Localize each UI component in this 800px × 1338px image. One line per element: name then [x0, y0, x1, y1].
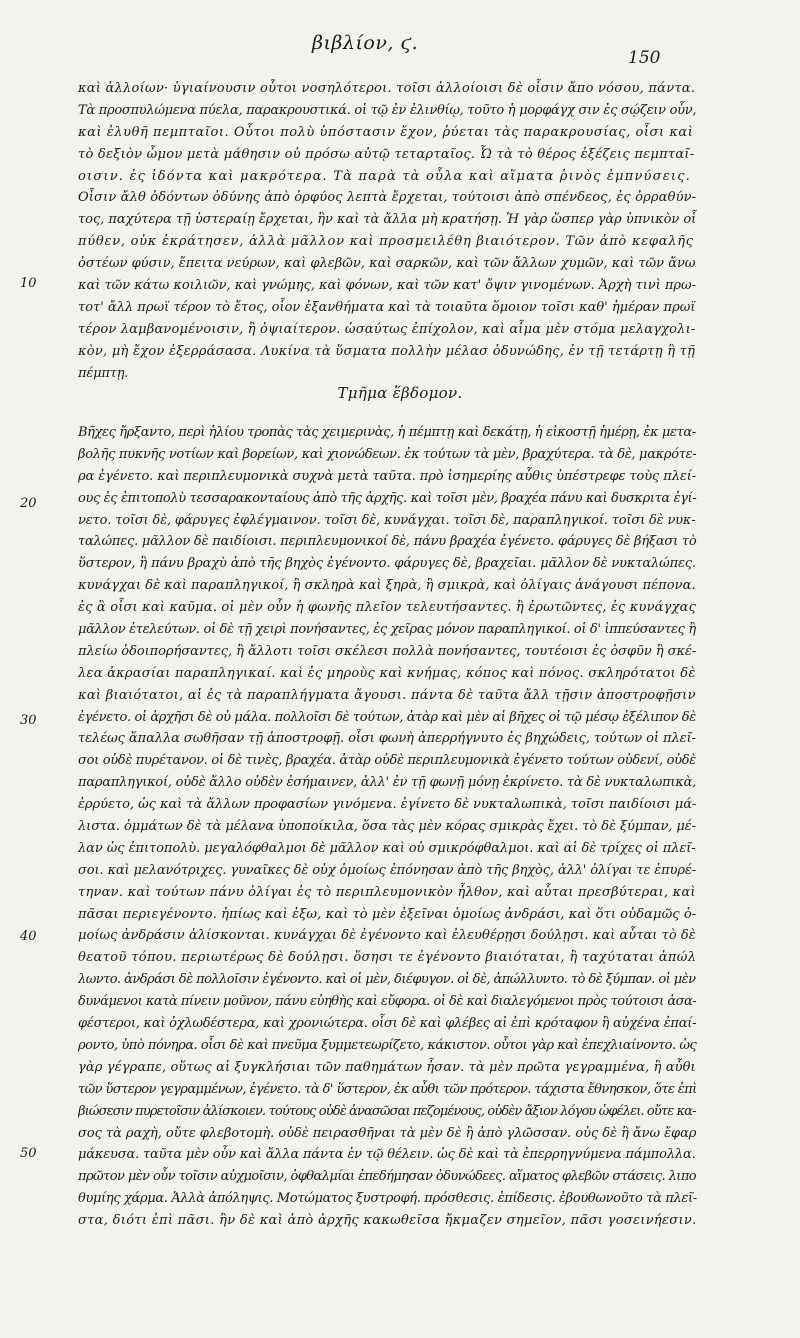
text-line: βολῆς πυκνῆς νοτίων καὶ βορείων, καὶ χιονώδεων. ἐκ τούτων τὰ μὲν, βραχύτερα. τὰ δὲ, μακρότε-	[78, 446, 697, 462]
text-line: τος, παχύτερα τῇ ὑστεραίῃ ἔρχεται, ἣν καὶ τὰ ἄλλα μὴ κρατήσῃ. Ἡ γὰρ ὥσπερ γὰρ ὑπνικὸν οἷ	[78, 212, 697, 228]
text-line: τῶν ὕστερον γεγραμμένων, ἐγένετο. τὰ δ' ὕστερον, ἐκ αὖθι τῶν πρότερον. τάχιστα ἔθνησκον, ὅτε ἐπὶ	[78, 1081, 697, 1097]
text-line: Βῆχες ἤρξαντο, περὶ ἡλίου τροπὰς τὰς χειμερινὰς, ἡ πέμπτῃ καὶ δεκάτῃ, ἡ εἰκοστῇ ἡμέρῃ, ἐκ μετα-	[78, 425, 696, 440]
text-line: παραπληγικοί, οὐδὲ ἄλλο οὐδὲν ἐσήμαινεν, ἀλλ' ἐν τῇ φωνῇ μόνῃ ἐκρίνετο. τὰ δὲ νυκταλωπικὰ,	[78, 775, 697, 791]
line-number: 50	[20, 1146, 37, 1161]
text-line: καὶ τῶν κάτω κοιλιῶν, καὶ γνώμης, καὶ φόνων, καὶ τῶν κατ' ὄψιν γινομένων. Ἀρχὴ τινὶ πρω-	[78, 278, 696, 294]
text-line: ταλώπες. μᾶλλον δὲ παιδίοισι. περιπλευμονικοί δὲ, πάνυ βραχέα ἐγένετο. φάρυγες δὲ βήξασι τὸ	[78, 534, 697, 550]
text-line: σοι οὐδὲ πυρέτανον. οἱ δὲ τινὲς, βραχέα. ἀτὰρ οὐδὲ περιπλευμονικὰ ἐγένετο τούτων οὐδενί, οὐδὲ	[78, 753, 696, 769]
text-line: ρα ἐγένετο. καὶ περιπλευμονικὰ συχνὰ μετὰ ταῦτα. πρὸ ἰσημερίης αὖθις ὑπέστρεφε τοὺς πλεί-	[78, 468, 697, 484]
text-line: φέστεροι, καὶ ὀχλωδέστερα, καὶ χρονιώτερα. οἷσι δὲ καὶ φλέβες αἱ ἐπὶ κρόταφον ἢ αὐχένα ἐπαί-	[78, 1016, 697, 1032]
text-block-lower	[78, 422, 698, 1232]
text-line: καὶ ἀλλοίων· ὑγιαίνουσιν οὗτοι νοσηλότεροι. τοῖσι ἀλλοίοισι δὲ οἷσιν ἄπο νόσου, πάντα.	[78, 81, 696, 96]
section-heading: Τμῆμα ἕβδομον.	[337, 384, 463, 402]
text-line: βιώσεσιν πυρετοῖσιν ἁλίσκοιεν. τούτους οὐδὲ ἀνασῶσαι πεζομένους, οὐδὲν ἄξιον λόγου ὠφέλει. οὔτε κα-	[78, 1103, 696, 1119]
text-line: πύθεν, οὐκ ἐκράτησεν, ἀλλὰ μᾶλλον καὶ προσμειλέθη βιαιότερον. Τῶν ἀπὸ κεφαλῆς	[78, 234, 694, 250]
text-line: θεατοῦ τόπου. περιωτέρως δὲ δούλῃσι. ὅσησι τε ἐγένοντο βιαιόταται, ἢ ταχύταται ἀπώλ	[78, 950, 697, 966]
text-line: σοι. καὶ μελανότριχες. γυναῖκες δὲ οὐχ ὁμοίως ἐπόνησαν ἀπὸ τῆς βηχὸς, ἀλλ' ὀλίγαι τε ἐπυρέ-	[78, 862, 697, 878]
line-number: 10	[20, 276, 37, 291]
text-line: ἐρρύετο, ὡς καὶ τὰ ἄλλων προφασίων γινόμενα. ἐγίνετο δὲ νυκταλωπικὰ, τοῖσι παιδίοισι μά-	[78, 797, 697, 813]
book-title: βιβλίον, ϛ.	[312, 32, 419, 54]
line-number: 20	[20, 496, 37, 511]
text-line: τὸ δεξιὸν ὦμον μετὰ μάθησιν οὐ πρόσω αὐτῷ τεταρταῖος. Ὦ τὰ τὸ θέρος ἐξέζεις πεμπταῖ-	[78, 146, 695, 162]
text-line: κὸν, μὴ ἔχον ἐξερράσασα. Λυκίνα τὰ ὕσματα πολλὴν μέλασ ὀδυνώδης, ἐν τῇ τετάρτῃ ἢ τῇ	[78, 343, 696, 359]
line-number: 30	[20, 713, 37, 728]
text-line: πρῶτον μὲν οὖν τοῖσιν αὐχμοῖσιν, ὀφθαλμίαι ἐπεδήμησαν ὀδυνώδεες. αἵματος φλεβῶν στάσεις. λιπο	[78, 1169, 697, 1185]
text-line: τέρον λαμβανομένοισιν, ἢ ὀψιαίτερον. ὡσαύτως ἐπίχολον, καὶ αἷμα μὲν στόμα μελαγχολι-	[78, 321, 696, 337]
text-line: γὰρ γέγραπε, οὕτως αἱ ξυγκλήσιαι τῶν παθημάτων ἦσαν. τὰ μὲν πρῶτα γεγραμμένα, ἢ αὖθι	[78, 1059, 696, 1075]
text-line: θυμίης χάρμα. Ἀλλὰ ἀπόληψις. Μοτώματος ξυστροφή. πρόσθεσις. ἐπίδεσις. ἐβουθωνοῦτο τὰ πλεῖ-	[78, 1191, 697, 1207]
text-line: ροντο, ὑπὸ πόνηρα. οἷσι δὲ καὶ πνεῦμα ξυμμετεωρίζετο, κάκιστον. οὗτοι γὰρ καὶ ἐπεχλιαίνοντο. ὡς	[78, 1037, 697, 1053]
text-line: οισιν. ἐς ἰδόντα καὶ μακρότερα. Τὰ παρὰ τὰ οὖλα καὶ αἵματα ῥινὸς ἐμπνύσεις.	[78, 168, 692, 184]
text-line: ἐγένετο. οἱ ἀρχῆσι δὲ οὐ μάλα. πολλοῖσι δὲ τούτων, ἀτὰρ καὶ μὲν αἱ βῆχες οἱ τῷ μέσῳ ἐξέλιπον δὲ	[78, 709, 696, 725]
text-line: καὶ ἐλυθῆ πεμπταῖοι. Οὗτοι πολὺ ὑπόστασιν ἔχον, ῥύεται τὰς παρακρουσίας, οἷσι καὶ	[78, 124, 694, 140]
text-line: ἐς ἃ οἷσι καὶ καῦμα. οἱ μὲν οὖν ἡ φωνῆς πλεῖον τελευτήσαντες. ἢ ἐρωτῶντες, ἐς κυνάγχας	[78, 600, 697, 616]
text-line: δυνάμενοι κατὰ πίνειν μοῦνον, πάνυ εὐηθὴς καὶ εὔφορα. οἱ δὲ καὶ διαλεγόμενοι πρὸς τούτοισι ἀσα-	[78, 994, 697, 1010]
text-line: λιστα. ὀμμάτων δὲ τὰ μέλανα ὑποποίκιλα, ὅσα τὰς μὲν κόρας σμικρὰς ἔχει. τὸ δὲ ξύμπαν, μέ-	[78, 819, 697, 835]
text-line: τηναν. καὶ τούτων πάνυ ὀλίγαι ἐς τὸ περιπλευμονικὸν ἦλθον, καὶ αὗται πρεσβύτεραι, καὶ	[78, 884, 696, 900]
text-line: ὕστερον, ἢ πάνυ βραχὺ ἀπὸ τῆς βηχὸς ἐγένοντο. φάρυγες δὲ, βραχεῖαι. μᾶλλον δὲ νυκταλώπες.	[78, 556, 697, 572]
text-line: ὀστέων φύσιν, ἔπειτα νεύρων, καὶ φλεβῶν, καὶ σαρκῶν, καὶ τῶν ἄλλων χυμῶν, καὶ τῶν ἄνω	[78, 256, 696, 272]
text-line: λαν ὡς ἐπιτοπολὺ. μεγαλόφθαλμοι δὲ μᾶλλον καὶ οὐ σμικρόφθαλμοι. καὶ αἱ δὲ τρίχες οἱ πλεῖ-	[78, 840, 696, 856]
text-line: σος τὰ ραχὴ, οὔτε φλεβοτομὴ. οὐδὲ πειρασθῆναι τὰ μὲν δὲ ἢ ἀπὸ γλῶσσαν. οὐς δὲ ἢ ἄνω ἔφαρ	[78, 1125, 697, 1141]
text-block-upper	[78, 78, 698, 384]
text-line: λεα ἀκρασίαι παραπληγικαί. καὶ ἐς μηροὺς καὶ κνήμας, κόπος καὶ πόνος. σκληρότατοι δὲ	[78, 665, 696, 681]
text-line: ους ἐς ἐπιτοπολὺ τεσσαρακονταίους ἀπὸ τῆς ἀρχῆς. καὶ τοῖσι μὲν, βραχέα πάνυ καὶ δυσκριτα ἐγί-	[78, 490, 697, 506]
text-line: τοτ' ἄλλ πρωϊ τέρον τὸ ἔτος, οἷον ἐξανθήματα καὶ τὰ τοιαῦτα ὅμοιον τοῖσι καθ' ἡμέραν πρωϊ	[78, 299, 696, 315]
text-line: πλείω ὁδοιπορήσαντες, ἢ ἄλλοτι τοῖσι σκέλεσι πολλὰ πονήσαντες, τουτέοισι ἐς ὀσφῦν ἢ σκέ-	[78, 643, 697, 659]
text-line: μάκευσα. ταῦτα μὲν οὖν καὶ ἄλλα πάντα ἐν τῷ θέλειν. ὡς δὲ καὶ τὰ ἐπερρηγνύμενα πάμπολλα.	[78, 1147, 696, 1163]
text-line: νετο. τοῖσι δὲ, φάρυγες ἐφλέγμαινον. τοῖσι δὲ, κυνάγχαι. τοῖσι δὲ, παραπληγικοί. τοῖσι δὲ νυκ-	[78, 512, 696, 528]
text-line: μοίως ἀνδράσιν ἁλίσκονται. κυνάγχαι δὲ ἐγένοντο καὶ ἐλευθέρῃσι δούλῃσι. καὶ αὗται τὸ δὲ	[78, 928, 696, 944]
text-line: τελέως ἅπαλλα σωθῆσαν τῇ ἀποστροφῇ. οἷσι φωνὴ ἀπερρήγνυτο ἐς βηχώδεις, τούτων οἱ πλεῖ-	[78, 731, 696, 747]
running-head	[0, 30, 800, 68]
text-line: πᾶσαι περιεγένοντο. ἠπίως καὶ ἐξω, καὶ τὸ μὲν ἐξεῖναι ὁμοίως ἀνδράσι, καὶ ὅτι οὐδαμῶς ὁ-	[78, 906, 697, 922]
text-line: μᾶλλον ἐτελεύτων. οἱ δὲ τῇ χειρὶ πονήσαντες, ἐς χεῖρας μόνον παραπληγικοί. οἱ δ' ἱππεύσαντες ἢ	[78, 622, 696, 638]
text-line: πέμπτῃ.	[78, 365, 129, 381]
page-number: 150	[628, 48, 661, 68]
text-line: καὶ βιαιότατοι, αἱ ἐς τὰ παραπλήγματα ἄγουσι. πάντα δὲ ταῦτα ἄλλ τῇσιν ἀποστροφῇσιν	[78, 687, 696, 703]
text-line: κυνάγχαι δὲ καὶ παραπληγικοί, ἢ σκληρὰ καὶ ξηρὰ, ἢ σμικρὰ, καὶ ὀλίγαις ἀνάγουσι πέπονα.	[78, 578, 696, 594]
text-line: λωντο. ἀνδράσι δὲ πολλοῖσιν ἐγένοντο. καὶ οἱ μὲν, διέφυγον. οἱ δὲ, ἀπώλλυντο. τὸ δὲ ξύμπαν. οἱ μὲν	[78, 972, 696, 988]
line-number: 40	[20, 929, 37, 944]
text-line: Οἷσιν ἄλθ ὀδόντων ὀδύνης ἀπὸ ὀρφύος λεπτὰ ἔρχεται, τούτοισι ἀπὸ σπένδεος, ἐς ὀρραθύν-	[78, 190, 697, 206]
text-line: Τὰ προσπυλώμενα πύελα, παρακρουστικά. οἱ τῷ ἐν ἐλινθίῳ, τοῦτο ἡ μορφάγχ σιν ἐς σῴζειν οὖν,	[78, 102, 697, 118]
text-line: στα, διότι ἐπὶ πᾶσι. ἢν δὲ καὶ ἀπὸ ἀρχῆς κακωθεῖσα ἤκμαζεν σημεῖον, πᾶσι γοσεινήεσιν.	[78, 1213, 697, 1229]
